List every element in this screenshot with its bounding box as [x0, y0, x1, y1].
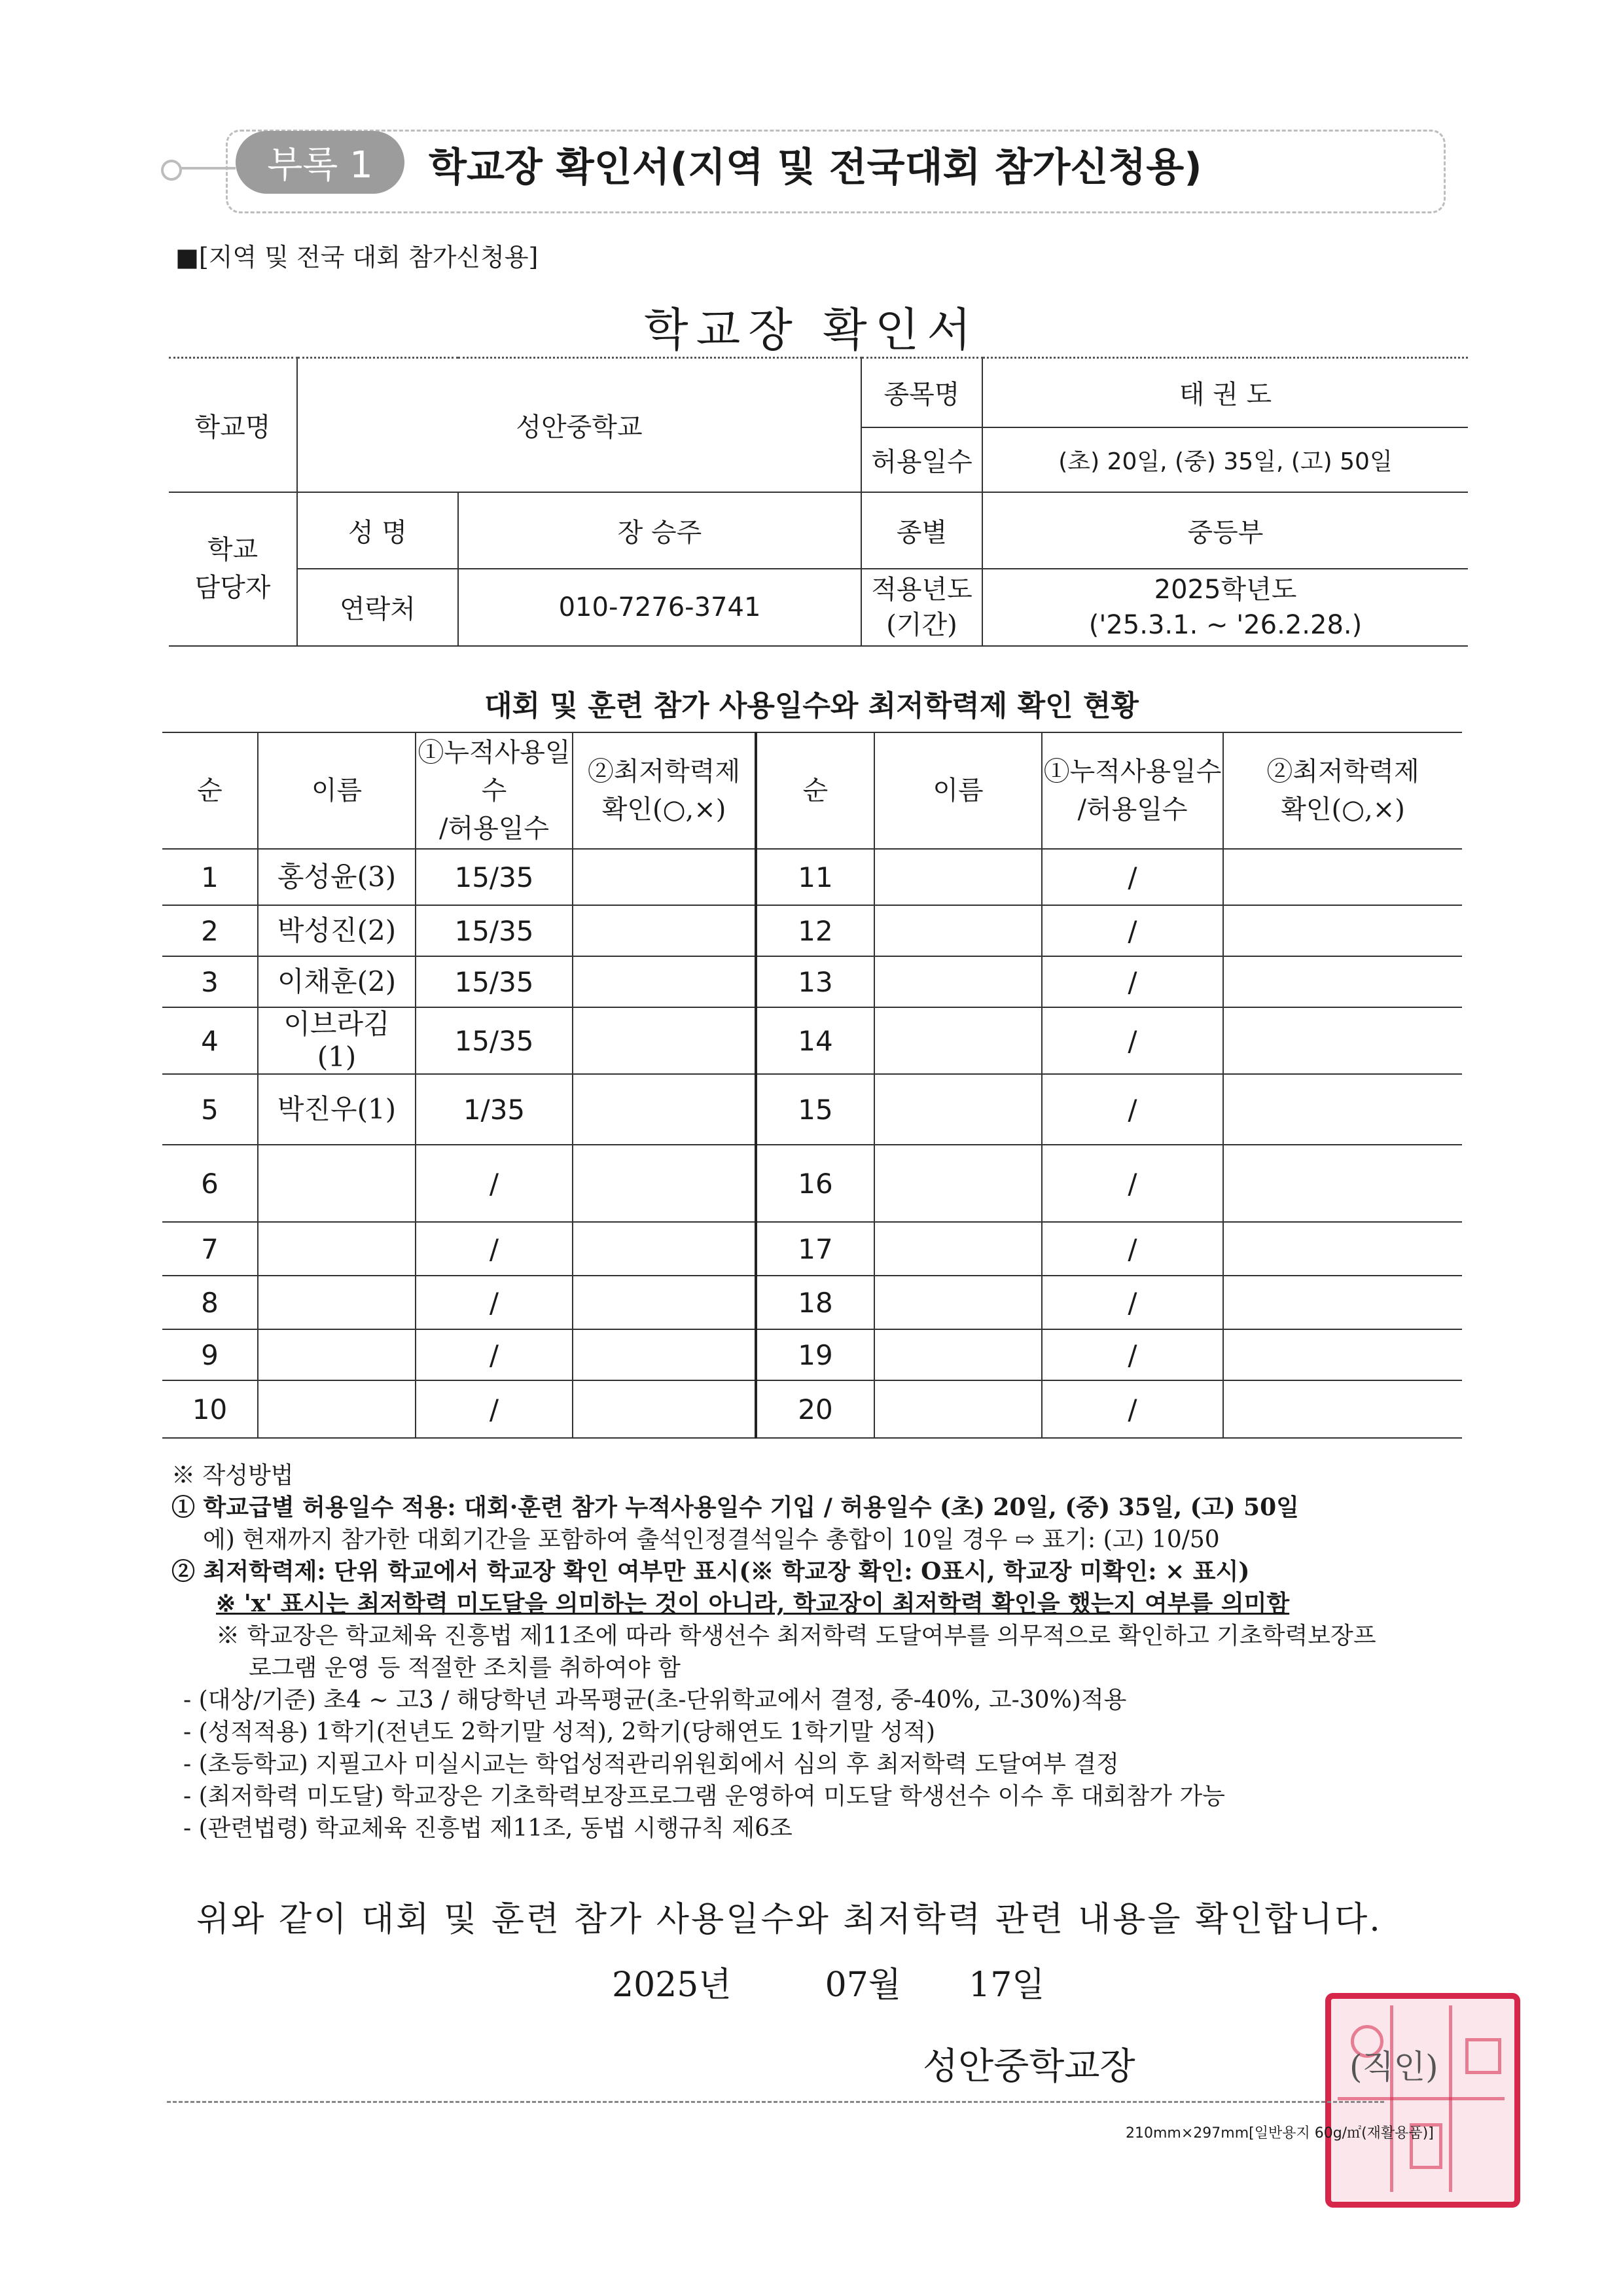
detail-below-min: - (최저학력 미도달) 학교장은 기초학력보장프로그램 운영하여 미도달 학생선수 이수 후 대회참가 가능	[183, 1783, 1225, 1810]
year-cell	[982, 569, 1468, 646]
appendix-title: 학교장 확인서(지역 및 전국대회 참가신청용)	[429, 145, 1202, 190]
table-row	[162, 905, 1462, 956]
person-name-value: 장 승주	[458, 492, 861, 569]
row-days: 15/35	[416, 956, 573, 1007]
table-row	[162, 1380, 1462, 1438]
row-check	[573, 1276, 756, 1329]
row-name: 홍성윤(3)	[258, 849, 416, 905]
row-name-2	[874, 1380, 1042, 1438]
row-days: /	[416, 1380, 573, 1438]
row-check-2	[1223, 849, 1462, 905]
issue-date	[612, 1957, 1045, 2006]
note-4-cont: 로그램 운영 등 적절한 조치를 취하여야 함	[249, 1655, 681, 1681]
division-value: 중등부	[982, 492, 1468, 569]
row-name-2	[874, 905, 1042, 956]
row-no-2: 13	[756, 956, 874, 1007]
year-period: ('25.3.1. ~ '26.2.28.)	[1088, 609, 1363, 640]
row-name	[258, 1380, 416, 1438]
row-no-2: 19	[756, 1329, 874, 1380]
person-name-label: 성 명	[297, 492, 458, 569]
date-month: 07월	[825, 1965, 902, 2005]
appendix-badge: 부록 1	[236, 131, 404, 194]
row-no: 1	[162, 849, 258, 905]
row-no: 9	[162, 1329, 258, 1380]
row-name-2	[874, 1145, 1042, 1222]
row-name	[258, 1145, 416, 1222]
school-name-value: 성안중학교	[297, 358, 861, 492]
row-days: /	[416, 1276, 573, 1329]
row-no-2: 12	[756, 905, 874, 956]
row-days-2: /	[1042, 1074, 1223, 1145]
note-3: ※ 'x' 표시는 최저학력 미도달을 의미하는 것이 아니라, 학교장이 최저학력 확인을 했는지 여부를 의미함	[216, 1590, 1290, 1617]
row-no: 2	[162, 905, 258, 956]
row-days-2: /	[1042, 1145, 1223, 1222]
detail-grades: - (성적적용) 1학기(전년도 2학기말 성적), 2학기(당해연도 1학기말 성적)	[183, 1719, 935, 1746]
row-check	[573, 849, 756, 905]
row-name-2	[874, 956, 1042, 1007]
allowed-days-value: (초) 20일, (중) 35일, (고) 50일	[982, 427, 1468, 492]
row-days-2: /	[1042, 1276, 1223, 1329]
row-name: 이브라김 (1)	[258, 1007, 416, 1074]
col-check: ②최저학력제 확인(○,×)	[573, 732, 756, 849]
notes-heading: ※ 작성방법	[171, 1462, 294, 1489]
row-days: 1/35	[416, 1074, 573, 1145]
row-check	[573, 956, 756, 1007]
status-subheading: 대회 및 훈련 참가 사용일수와 최저학력제 확인 현황	[484, 689, 1139, 723]
participants-table	[162, 732, 1462, 1439]
event-value: 태 권 도	[982, 358, 1468, 427]
paper-spec: 210mm×297mm[일반용지 60g/㎡(재활용품)]	[1126, 2125, 1434, 2142]
row-check-2	[1223, 1380, 1462, 1438]
col-name-2: 이름	[874, 732, 1042, 849]
instructions	[171, 1460, 1474, 1844]
row-check	[573, 905, 756, 956]
row-days-2: /	[1042, 956, 1223, 1007]
date-day: 17일	[969, 1965, 1045, 2005]
row-check-2	[1223, 1222, 1462, 1276]
row-no: 5	[162, 1074, 258, 1145]
row-name-2	[874, 1007, 1042, 1074]
row-no: 8	[162, 1276, 258, 1329]
row-days: 15/35	[416, 905, 573, 956]
row-name: 박성진(2)	[258, 905, 416, 956]
event-label: 종목명	[861, 358, 982, 427]
table-row	[162, 1222, 1462, 1276]
detail-target: - (대상/기준) 초4 ~ 고3 / 해당학년 과목평균(초-단위학교에서 결정, 중-40%, 고-30%)적용	[183, 1687, 1127, 1713]
row-no: 10	[162, 1380, 258, 1438]
row-no: 6	[162, 1145, 258, 1222]
row-days-2: /	[1042, 1329, 1223, 1380]
row-no: 7	[162, 1222, 258, 1276]
row-name	[258, 1222, 416, 1276]
row-check-2	[1223, 905, 1462, 956]
note-1-example: 에) 현재까지 참가한 대회기간을 포함하여 출석인정결석일수 총합이 10일 경우 ⇨ 표기: (고) 10/50	[203, 1526, 1220, 1553]
division-label: 종별	[861, 492, 982, 569]
row-check	[573, 1007, 756, 1074]
manager-label: 학교 담당자	[169, 492, 297, 646]
row-name-2	[874, 1329, 1042, 1380]
row-check-2	[1223, 1145, 1462, 1222]
col-days: ①누적사용일수 /허용일수	[416, 732, 573, 849]
row-no-2: 11	[756, 849, 874, 905]
table-row	[162, 1145, 1462, 1222]
table-row	[162, 1329, 1462, 1380]
table-row	[162, 1007, 1462, 1074]
row-days-2: /	[1042, 1222, 1223, 1276]
section-label: ■[지역 및 전국 대회 참가신청용]	[175, 243, 539, 272]
row-check	[573, 1074, 756, 1145]
row-no: 3	[162, 956, 258, 1007]
document-title: 학교장 확인서	[644, 303, 979, 357]
table-row	[162, 849, 1462, 905]
row-days-2: /	[1042, 849, 1223, 905]
row-name	[258, 1329, 416, 1380]
row-no-2: 20	[756, 1380, 874, 1438]
row-check	[573, 1380, 756, 1438]
col-check-2: ②최저학력제 확인(○,×)	[1223, 732, 1462, 849]
row-days-2: /	[1042, 1007, 1223, 1074]
confirmation-statement: 위와 같이 대회 및 훈련 참가 사용일수와 최저학력 관련 내용을 확인합니다.	[196, 1900, 1382, 1939]
signer-title: 성안중학교장	[923, 2045, 1135, 2088]
row-check	[573, 1329, 756, 1380]
footer-divider	[167, 2101, 1384, 2103]
year-label: 적용년도 (기간)	[861, 569, 982, 646]
row-name-2	[874, 849, 1042, 905]
row-check-2	[1223, 1329, 1462, 1380]
row-days: 15/35	[416, 1007, 573, 1074]
col-no-2: 순	[756, 732, 874, 849]
row-days-2: /	[1042, 1380, 1223, 1438]
row-name-2	[874, 1074, 1042, 1145]
detail-law: - (관련법령) 학교체육 진흥법 제11조, 동법 시행규칙 제6조	[183, 1815, 793, 1842]
row-name-2	[874, 1276, 1042, 1329]
row-days-2: /	[1042, 905, 1223, 956]
row-no-2: 14	[756, 1007, 874, 1074]
seal-label: (직인)	[1349, 2048, 1438, 2086]
row-days: /	[416, 1222, 573, 1276]
official-seal-stamp	[1325, 1993, 1520, 2208]
note-2: ② 최저학력제: 단위 학교에서 학교장 확인 여부만 표시(※ 학교장 확인: O표시, 학교장 미확인: × 표시)	[171, 1558, 1250, 1585]
table-row	[162, 956, 1462, 1007]
row-check-2	[1223, 1276, 1462, 1329]
banner-dot-icon	[161, 160, 182, 181]
contact-value: 010-7276-3741	[458, 569, 861, 646]
row-no-2: 16	[756, 1145, 874, 1222]
contact-label: 연락처	[297, 569, 458, 646]
row-name	[258, 1276, 416, 1329]
row-days: /	[416, 1329, 573, 1380]
detail-elementary: - (초등학교) 지필고사 미실시교는 학업성적관리위원회에서 심의 후 최저학력 도달여부 결정	[183, 1751, 1119, 1778]
row-check-2	[1223, 956, 1462, 1007]
year-value: 2025학년도	[1154, 574, 1297, 605]
allowed-days-label: 허용일수	[861, 427, 982, 492]
row-check	[573, 1145, 756, 1222]
row-no-2: 18	[756, 1276, 874, 1329]
table-row	[162, 1074, 1462, 1145]
row-name: 박진우(1)	[258, 1074, 416, 1145]
note-4: ※ 학교장은 학교체육 진흥법 제11조에 따라 학생선수 최저학력 도달여부를 의무적으로 확인하고 기초학력보장프	[216, 1623, 1376, 1649]
row-days: /	[416, 1145, 573, 1222]
school-name-label: 학교명	[169, 358, 297, 492]
col-days-2: ①누적사용일수 /허용일수	[1042, 732, 1223, 849]
row-check-2	[1223, 1007, 1462, 1074]
row-days: 15/35	[416, 849, 573, 905]
date-year: 2025년	[612, 1965, 732, 2005]
school-info-table	[169, 357, 1468, 647]
row-name-2	[874, 1222, 1042, 1276]
col-no: 순	[162, 732, 258, 849]
row-name: 이채훈(2)	[258, 956, 416, 1007]
col-name: 이름	[258, 732, 416, 849]
row-no: 4	[162, 1007, 258, 1074]
row-no-2: 17	[756, 1222, 874, 1276]
row-no-2: 15	[756, 1074, 874, 1145]
row-check-2	[1223, 1074, 1462, 1145]
row-check	[573, 1222, 756, 1276]
note-1: ① 학교급별 허용일수 적용: 대회·훈련 참가 누적사용일수 기입 / 허용일수 (초) 20일, (중) 35일, (고) 50일	[171, 1494, 1299, 1521]
table-row	[162, 1276, 1462, 1329]
